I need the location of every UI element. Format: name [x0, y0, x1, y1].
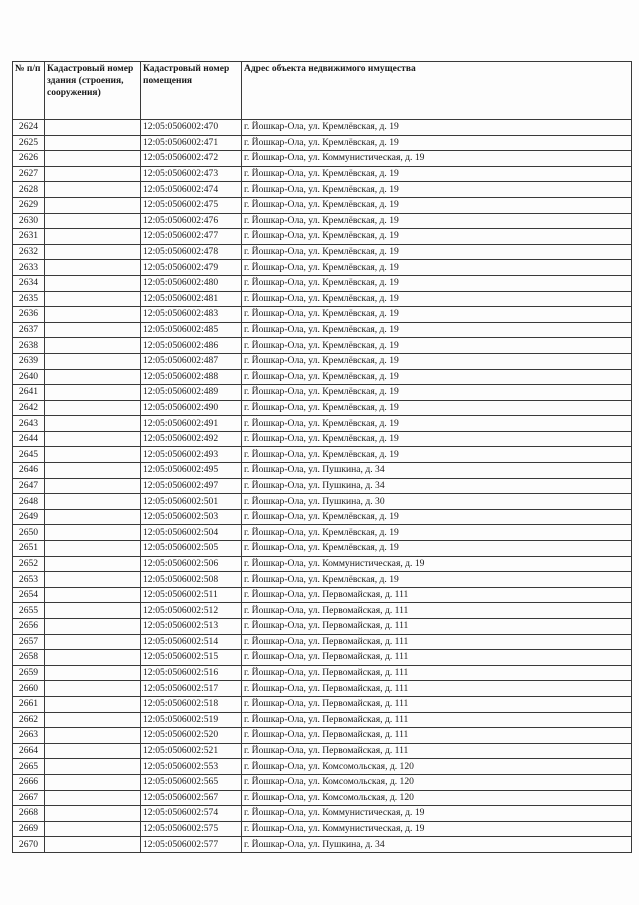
- building-cadastral: [45, 525, 141, 541]
- row-number: 2669: [13, 821, 45, 837]
- table-row: [13, 821, 632, 837]
- building-cadastral: [45, 494, 141, 510]
- table-row: [13, 774, 632, 790]
- building-cadastral: [45, 197, 141, 213]
- row-number: 2624: [13, 120, 45, 136]
- row-number: 2651: [13, 541, 45, 557]
- room-cadastral: 12:05:0506002:479: [141, 260, 242, 276]
- room-cadastral: 12:05:0506002:473: [141, 166, 242, 182]
- building-cadastral: [45, 728, 141, 744]
- row-number: 2632: [13, 244, 45, 260]
- table-row: [13, 338, 632, 354]
- room-cadastral: 12:05:0506002:480: [141, 275, 242, 291]
- row-number: 2645: [13, 447, 45, 463]
- address: г. Йошкар-Ола, ул. Кремлёвская, д. 19: [242, 525, 632, 541]
- room-cadastral: 12:05:0506002:478: [141, 244, 242, 260]
- building-cadastral: [45, 619, 141, 635]
- address: г. Йошкар-Ола, ул. Кремлёвская, д. 19: [242, 135, 632, 151]
- building-cadastral: [45, 307, 141, 323]
- row-number: 2661: [13, 696, 45, 712]
- building-cadastral: [45, 572, 141, 588]
- address: г. Йошкар-Ола, ул. Коммунистическая, д. 19: [242, 821, 632, 837]
- room-cadastral: 12:05:0506002:567: [141, 790, 242, 806]
- room-cadastral: 12:05:0506002:492: [141, 431, 242, 447]
- address: г. Йошкар-Ола, ул. Кремлёвская, д. 19: [242, 307, 632, 323]
- table-row: [13, 494, 632, 510]
- address: г. Йошкар-Ола, ул. Кремлёвская, д. 19: [242, 338, 632, 354]
- address: г. Йошкар-Ола, ул. Кремлёвская, д. 19: [242, 431, 632, 447]
- room-cadastral: 12:05:0506002:491: [141, 416, 242, 432]
- row-number: 2660: [13, 681, 45, 697]
- room-cadastral: 12:05:0506002:489: [141, 385, 242, 401]
- address: г. Йошкар-Ола, ул. Комсомольская, д. 120: [242, 774, 632, 790]
- table-row: [13, 229, 632, 245]
- row-number: 2654: [13, 587, 45, 603]
- row-number: 2664: [13, 743, 45, 759]
- row-number: 2630: [13, 213, 45, 229]
- building-cadastral: [45, 385, 141, 401]
- room-cadastral: 12:05:0506002:577: [141, 837, 242, 853]
- row-number: 2641: [13, 385, 45, 401]
- table-row: [13, 244, 632, 260]
- table-row: [13, 634, 632, 650]
- table-row: [13, 151, 632, 167]
- row-number: 2668: [13, 806, 45, 822]
- address: г. Йошкар-Ола, ул. Первомайская, д. 111: [242, 728, 632, 744]
- row-number: 2656: [13, 619, 45, 635]
- building-cadastral: [45, 665, 141, 681]
- table-row: [13, 260, 632, 276]
- room-cadastral: 12:05:0506002:487: [141, 353, 242, 369]
- address: г. Йошкар-Ола, ул. Кремлёвская, д. 19: [242, 447, 632, 463]
- address: г. Йошкар-Ола, ул. Пушкина, д. 34: [242, 478, 632, 494]
- room-cadastral: 12:05:0506002:518: [141, 696, 242, 712]
- table-row: [13, 400, 632, 416]
- address: г. Йошкар-Ола, ул. Первомайская, д. 111: [242, 696, 632, 712]
- building-cadastral: [45, 213, 141, 229]
- building-cadastral: [45, 275, 141, 291]
- row-number: 2663: [13, 728, 45, 744]
- table-row: [13, 556, 632, 572]
- address: г. Йошкар-Ола, ул. Кремлёвская, д. 19: [242, 166, 632, 182]
- row-number: 2638: [13, 338, 45, 354]
- table-row: [13, 743, 632, 759]
- room-cadastral: 12:05:0506002:503: [141, 509, 242, 525]
- table-row: [13, 478, 632, 494]
- room-cadastral: 12:05:0506002:504: [141, 525, 242, 541]
- row-number: 2636: [13, 307, 45, 323]
- building-cadastral: [45, 338, 141, 354]
- room-cadastral: 12:05:0506002:553: [141, 759, 242, 775]
- table-row: [13, 619, 632, 635]
- building-cadastral: [45, 759, 141, 775]
- building-cadastral: [45, 447, 141, 463]
- building-cadastral: [45, 431, 141, 447]
- room-cadastral: 12:05:0506002:517: [141, 681, 242, 697]
- table-row: [13, 431, 632, 447]
- address: г. Йошкар-Ола, ул. Комсомольская, д. 120: [242, 759, 632, 775]
- building-cadastral: [45, 166, 141, 182]
- row-number: 2658: [13, 650, 45, 666]
- address: г. Йошкар-Ола, ул. Кремлёвская, д. 19: [242, 385, 632, 401]
- building-cadastral: [45, 260, 141, 276]
- address: г. Йошкар-Ола, ул. Первомайская, д. 111: [242, 619, 632, 635]
- address: г. Йошкар-Ола, ул. Коммунистическая, д. 19: [242, 806, 632, 822]
- row-number: 2659: [13, 665, 45, 681]
- address: г. Йошкар-Ола, ул. Кремлёвская, д. 19: [242, 260, 632, 276]
- table-row: [13, 837, 632, 853]
- row-number: 2657: [13, 634, 45, 650]
- address: г. Йошкар-Ола, ул. Кремлёвская, д. 19: [242, 291, 632, 307]
- building-cadastral: [45, 291, 141, 307]
- address: г. Йошкар-Ола, ул. Кремлёвская, д. 19: [242, 229, 632, 245]
- building-cadastral: [45, 650, 141, 666]
- building-cadastral: [45, 774, 141, 790]
- building-cadastral: [45, 135, 141, 151]
- address: г. Йошкар-Ола, ул. Первомайская, д. 111: [242, 650, 632, 666]
- room-cadastral: 12:05:0506002:505: [141, 541, 242, 557]
- room-cadastral: 12:05:0506002:477: [141, 229, 242, 245]
- room-cadastral: 12:05:0506002:475: [141, 197, 242, 213]
- building-cadastral: [45, 463, 141, 479]
- table-row: [13, 541, 632, 557]
- address: г. Йошкар-Ола, ул. Кремлёвская, д. 19: [242, 400, 632, 416]
- row-number: 2644: [13, 431, 45, 447]
- building-cadastral: [45, 821, 141, 837]
- table-row: [13, 572, 632, 588]
- header-address: Адрес объекта недвижимого имущества: [242, 62, 632, 120]
- room-cadastral: 12:05:0506002:472: [141, 151, 242, 167]
- row-number: 2655: [13, 603, 45, 619]
- room-cadastral: 12:05:0506002:476: [141, 213, 242, 229]
- table-row: [13, 665, 632, 681]
- row-number: 2629: [13, 197, 45, 213]
- room-cadastral: 12:05:0506002:483: [141, 307, 242, 323]
- table-row: [13, 135, 632, 151]
- room-cadastral: 12:05:0506002:485: [141, 322, 242, 338]
- table-row: [13, 525, 632, 541]
- building-cadastral: [45, 509, 141, 525]
- row-number: 2635: [13, 291, 45, 307]
- address: г. Йошкар-Ола, ул. Первомайская, д. 111: [242, 634, 632, 650]
- table-body: [13, 120, 632, 853]
- building-cadastral: [45, 587, 141, 603]
- room-cadastral: 12:05:0506002:512: [141, 603, 242, 619]
- room-cadastral: 12:05:0506002:474: [141, 182, 242, 198]
- address: г. Йошкар-Ола, ул. Коммунистическая, д. 19: [242, 556, 632, 572]
- table-row: [13, 275, 632, 291]
- building-cadastral: [45, 151, 141, 167]
- table-row: [13, 353, 632, 369]
- row-number: 2625: [13, 135, 45, 151]
- address: г. Йошкар-Ола, ул. Кремлёвская, д. 19: [242, 572, 632, 588]
- building-cadastral: [45, 416, 141, 432]
- address: г. Йошкар-Ола, ул. Кремлёвская, д. 19: [242, 182, 632, 198]
- room-cadastral: 12:05:0506002:575: [141, 821, 242, 837]
- address: г. Йошкар-Ола, ул. Пушкина, д. 34: [242, 837, 632, 853]
- building-cadastral: [45, 478, 141, 494]
- room-cadastral: 12:05:0506002:497: [141, 478, 242, 494]
- header-number: № п/п: [13, 62, 45, 120]
- building-cadastral: [45, 696, 141, 712]
- row-number: 2649: [13, 509, 45, 525]
- row-number: 2667: [13, 790, 45, 806]
- row-number: 2627: [13, 166, 45, 182]
- row-number: 2633: [13, 260, 45, 276]
- row-number: 2650: [13, 525, 45, 541]
- room-cadastral: 12:05:0506002:470: [141, 120, 242, 136]
- room-cadastral: 12:05:0506002:521: [141, 743, 242, 759]
- building-cadastral: [45, 541, 141, 557]
- table-row: [13, 447, 632, 463]
- building-cadastral: [45, 182, 141, 198]
- building-cadastral: [45, 743, 141, 759]
- address: г. Йошкар-Ола, ул. Первомайская, д. 111: [242, 587, 632, 603]
- room-cadastral: 12:05:0506002:511: [141, 587, 242, 603]
- table-row: [13, 369, 632, 385]
- table-row: [13, 728, 632, 744]
- row-number: 2653: [13, 572, 45, 588]
- table-row: [13, 603, 632, 619]
- row-number: 2646: [13, 463, 45, 479]
- room-cadastral: 12:05:0506002:515: [141, 650, 242, 666]
- room-cadastral: 12:05:0506002:520: [141, 728, 242, 744]
- building-cadastral: [45, 120, 141, 136]
- table-row: [13, 197, 632, 213]
- address: г. Йошкар-Ола, ул. Кремлёвская, д. 19: [242, 244, 632, 260]
- address: г. Йошкар-Ола, ул. Первомайская, д. 111: [242, 712, 632, 728]
- table-row: [13, 509, 632, 525]
- address: г. Йошкар-Ола, ул. Коммунистическая, д. 19: [242, 151, 632, 167]
- table-row: [13, 790, 632, 806]
- table-row: [13, 712, 632, 728]
- room-cadastral: 12:05:0506002:490: [141, 400, 242, 416]
- table-row: [13, 681, 632, 697]
- building-cadastral: [45, 681, 141, 697]
- room-cadastral: 12:05:0506002:501: [141, 494, 242, 510]
- room-cadastral: 12:05:0506002:516: [141, 665, 242, 681]
- table-row: [13, 587, 632, 603]
- table-header-row: [13, 62, 632, 120]
- address: г. Йошкар-Ола, ул. Первомайская, д. 111: [242, 603, 632, 619]
- address: г. Йошкар-Ола, ул. Кремлёвская, д. 19: [242, 213, 632, 229]
- table-row: [13, 385, 632, 401]
- table-row: [13, 182, 632, 198]
- address: г. Йошкар-Ола, ул. Первомайская, д. 111: [242, 743, 632, 759]
- building-cadastral: [45, 790, 141, 806]
- address: г. Йошкар-Ола, ул. Пушкина, д. 34: [242, 463, 632, 479]
- building-cadastral: [45, 322, 141, 338]
- address: г. Йошкар-Ола, ул. Кремлёвская, д. 19: [242, 322, 632, 338]
- room-cadastral: 12:05:0506002:514: [141, 634, 242, 650]
- table-row: [13, 806, 632, 822]
- building-cadastral: [45, 556, 141, 572]
- row-number: 2670: [13, 837, 45, 853]
- table-row: [13, 213, 632, 229]
- room-cadastral: 12:05:0506002:471: [141, 135, 242, 151]
- building-cadastral: [45, 603, 141, 619]
- room-cadastral: 12:05:0506002:495: [141, 463, 242, 479]
- room-cadastral: 12:05:0506002:488: [141, 369, 242, 385]
- table-row: [13, 650, 632, 666]
- building-cadastral: [45, 634, 141, 650]
- row-number: 2666: [13, 774, 45, 790]
- row-number: 2642: [13, 400, 45, 416]
- row-number: 2648: [13, 494, 45, 510]
- address: г. Йошкар-Ола, ул. Комсомольская, д. 120: [242, 790, 632, 806]
- building-cadastral: [45, 837, 141, 853]
- building-cadastral: [45, 353, 141, 369]
- address: г. Йошкар-Ола, ул. Первомайская, д. 111: [242, 665, 632, 681]
- building-cadastral: [45, 400, 141, 416]
- building-cadastral: [45, 369, 141, 385]
- row-number: 2631: [13, 229, 45, 245]
- building-cadastral: [45, 229, 141, 245]
- address: г. Йошкар-Ола, ул. Пушкина, д. 30: [242, 494, 632, 510]
- address: г. Йошкар-Ола, ул. Кремлёвская, д. 19: [242, 369, 632, 385]
- property-table: [12, 61, 632, 853]
- address: г. Йошкар-Ола, ул. Кремлёвская, д. 19: [242, 541, 632, 557]
- room-cadastral: 12:05:0506002:481: [141, 291, 242, 307]
- address: г. Йошкар-Ола, ул. Кремлёвская, д. 19: [242, 275, 632, 291]
- address: г. Йошкар-Ола, ул. Кремлёвская, д. 19: [242, 197, 632, 213]
- table-row: [13, 759, 632, 775]
- table-row: [13, 463, 632, 479]
- row-number: 2639: [13, 353, 45, 369]
- table-row: [13, 120, 632, 136]
- table-row: [13, 291, 632, 307]
- table-row: [13, 307, 632, 323]
- header-room-cadastral: Кадастровый номер помещения: [141, 62, 242, 120]
- row-number: 2628: [13, 182, 45, 198]
- room-cadastral: 12:05:0506002:486: [141, 338, 242, 354]
- room-cadastral: 12:05:0506002:508: [141, 572, 242, 588]
- room-cadastral: 12:05:0506002:513: [141, 619, 242, 635]
- room-cadastral: 12:05:0506002:565: [141, 774, 242, 790]
- row-number: 2643: [13, 416, 45, 432]
- row-number: 2626: [13, 151, 45, 167]
- row-number: 2665: [13, 759, 45, 775]
- row-number: 2647: [13, 478, 45, 494]
- building-cadastral: [45, 806, 141, 822]
- address: г. Йошкар-Ола, ул. Кремлёвская, д. 19: [242, 120, 632, 136]
- row-number: 2640: [13, 369, 45, 385]
- building-cadastral: [45, 244, 141, 260]
- address: г. Йошкар-Ола, ул. Первомайская, д. 111: [242, 681, 632, 697]
- address: г. Йошкар-Ола, ул. Кремлёвская, д. 19: [242, 353, 632, 369]
- room-cadastral: 12:05:0506002:519: [141, 712, 242, 728]
- room-cadastral: 12:05:0506002:493: [141, 447, 242, 463]
- address: г. Йошкар-Ола, ул. Кремлёвская, д. 19: [242, 416, 632, 432]
- room-cadastral: 12:05:0506002:506: [141, 556, 242, 572]
- table-row: [13, 696, 632, 712]
- room-cadastral: 12:05:0506002:574: [141, 806, 242, 822]
- address: г. Йошкар-Ола, ул. Кремлёвская, д. 19: [242, 509, 632, 525]
- table-row: [13, 416, 632, 432]
- building-cadastral: [45, 712, 141, 728]
- row-number: 2662: [13, 712, 45, 728]
- row-number: 2637: [13, 322, 45, 338]
- row-number: 2652: [13, 556, 45, 572]
- table-row: [13, 166, 632, 182]
- row-number: 2634: [13, 275, 45, 291]
- table-row: [13, 322, 632, 338]
- header-building-cadastral: Кадастровый номер здания (строения, сооружения): [45, 62, 141, 120]
